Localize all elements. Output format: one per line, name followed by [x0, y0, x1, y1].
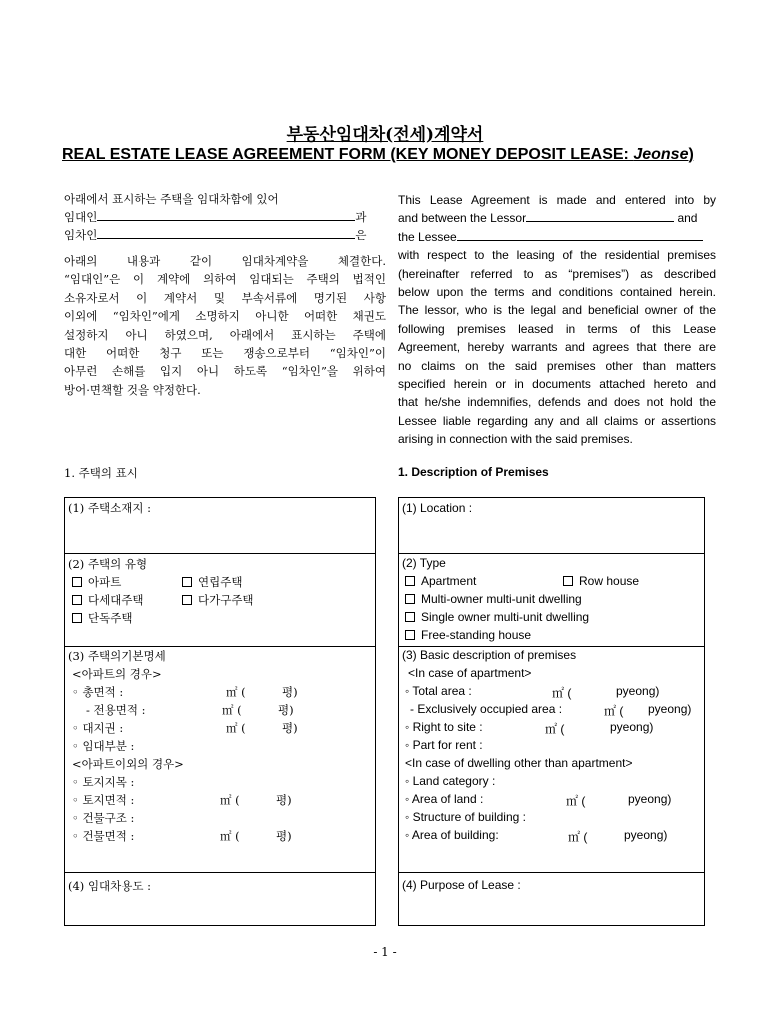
en-land-category: ◦ Land category : [405, 774, 496, 788]
en-exclusive-area-pyeong-unit: pyeong) [648, 702, 692, 716]
kr-para-line: 대한 어떠한 청구 또는 쟁송으로부터 “임차인”이 [64, 346, 386, 361]
kr-table-divider [64, 646, 376, 647]
kr-type-row-house[interactable] [182, 574, 242, 590]
korean-intro [64, 190, 386, 399]
kr-lessor-blank [97, 208, 355, 221]
en-land-area: ◦ Area of land : [405, 792, 484, 806]
en-exclusive-area-sqm-unit: ㎡ ( [604, 704, 624, 718]
checkbox[interactable] [182, 577, 192, 587]
en-type-label: Free-standing house [421, 628, 532, 642]
kr-lessor-suffix: 과 [355, 210, 367, 224]
en-lessor-line [398, 209, 716, 227]
en-type-label: Apartment [421, 574, 477, 588]
kr-total-area-pyeong-unit: 평) [282, 685, 298, 699]
checkbox[interactable] [182, 595, 192, 605]
checkbox[interactable] [405, 630, 415, 640]
en-structure: ◦ Structure of building : [405, 810, 526, 824]
en-apt-case: <In case of apartment> [408, 666, 532, 680]
en-purpose-label: (4) Purpose of Lease : [402, 878, 521, 892]
en-para-line: specified herein or in documents attached hereto and [398, 377, 716, 392]
kr-land-area: ◦ 토지면적 : [72, 793, 135, 807]
kr-land-right: ◦ 대지권 : [72, 721, 124, 735]
en-table-divider [398, 872, 705, 873]
kr-rent-part: ◦ 임대부분 : [72, 739, 135, 753]
en-type-label: Single owner multi-unit dwelling [421, 610, 590, 624]
en-total-area-sqm-unit: ㎡ ( [552, 686, 572, 700]
kr-para-line: 이외에 “임차인”에게 소명하지 아니한 어떠한 채권도 [64, 309, 386, 324]
en-type-label: Row house [579, 574, 640, 588]
kr-lessor-label: 임대인 [64, 210, 98, 224]
title-english-close: ) [688, 146, 694, 163]
kr-exclusive-area-sqm-unit: ㎡ ( [222, 703, 242, 717]
en-building-area-pyeong-unit: pyeong) [624, 828, 668, 842]
english-intro [398, 191, 716, 449]
checkbox[interactable] [72, 595, 82, 605]
section1-heading-korean: 1. 주택의 표시 [64, 466, 138, 480]
en-lessee-label: the Lessee [398, 229, 457, 244]
kr-land-right-sqm-unit: ㎡ ( [226, 721, 246, 735]
en-type-multi-owner[interactable] [405, 592, 582, 606]
kr-table-divider [64, 553, 376, 554]
en-type-heading: (2) Type [402, 556, 446, 570]
en-para-line: Lessee liable regarding any and all claims or assertions [398, 413, 716, 428]
kr-type-free-standing[interactable] [72, 610, 132, 626]
kr-lessee-label: 임차인 [64, 228, 98, 242]
checkbox[interactable] [405, 594, 415, 604]
checkbox[interactable] [405, 576, 415, 586]
en-para-line: no claims on the said premises other than matters [398, 358, 716, 373]
kr-type-label: 연립주택 [198, 575, 243, 589]
checkbox[interactable] [72, 577, 82, 587]
en-land-right-sqm-unit: ㎡ ( [545, 722, 565, 736]
kr-lessor-line [64, 208, 386, 226]
en-para-line: with respect to the leasing of the residential premises [398, 248, 716, 263]
kr-land-category: ◦ 토지지목 : [72, 775, 135, 789]
checkbox[interactable] [563, 576, 573, 586]
kr-land-area-sqm-unit: ㎡ ( [220, 793, 240, 807]
kr-exclusive-area-pyeong-unit: 평) [278, 703, 294, 717]
kr-type-multi-owner[interactable] [72, 592, 144, 608]
kr-lessee-blank [97, 226, 355, 239]
kr-intro-line1: 아래에서 표시하는 주택을 임대차함에 있어 [64, 192, 279, 206]
page-number: - 1 - [373, 945, 397, 959]
en-para-line: Agreement, hereby warrants and agrees that there are [398, 340, 716, 355]
kr-para-last-line: 방어·면책할 것을 약정한다. [64, 382, 201, 397]
en-land-area-sqm-unit: ㎡ ( [566, 794, 586, 808]
en-lessee-line [398, 228, 716, 246]
en-building-area: ◦ Area of building: [405, 828, 499, 842]
kr-lessee-suffix: 은 [355, 228, 367, 242]
en-type-free-standing[interactable] [405, 628, 531, 642]
en-location-label: (1) Location : [402, 501, 473, 515]
kr-total-area: ◦ 총면적 : [72, 685, 124, 699]
en-total-area: ◦ Total area : [405, 684, 472, 698]
kr-basic-heading: (3) 주택의기본명세 [68, 649, 166, 663]
en-para-line: following premises leased in terms of this Lease [398, 321, 716, 336]
kr-table-divider [64, 872, 376, 873]
en-other-case: <In case of dwelling other than apartment> [405, 756, 633, 770]
kr-para-line: 소유자로서 이 계약서 및 부속서류에 명기된 사항 [64, 290, 386, 305]
section1-heading-english: 1. Description of Premises [398, 465, 549, 479]
kr-land-right-pyeong-unit: 평) [282, 721, 298, 735]
en-exclusive-area: - Exclusively occupied area : [410, 702, 563, 716]
kr-building-area-sqm-unit: ㎡ ( [220, 829, 240, 843]
checkbox[interactable] [405, 612, 415, 622]
kr-other-case: <아파트이외의 경우> [72, 757, 184, 771]
en-type-single-owner[interactable] [405, 610, 589, 624]
kr-para-line: “임대인”은 이 계약에 의하여 임대되는 주택의 법적인 [64, 272, 386, 287]
en-lessor-suffix: and [677, 211, 698, 226]
en-rent-part: ◦ Part for rent : [405, 738, 483, 752]
kr-type-label: 아파트 [88, 575, 122, 589]
kr-land-area-pyeong-unit: 평) [276, 793, 292, 807]
kr-apt-case: <아파트의 경우> [72, 667, 162, 681]
en-intro-line1: This Lease Agreement is made and entered into by [398, 193, 716, 207]
checkbox[interactable] [72, 613, 82, 623]
kr-type-single-owner[interactable] [182, 592, 254, 608]
kr-building-area-pyeong-unit: 평) [276, 829, 292, 843]
kr-type-apartment[interactable] [72, 574, 121, 590]
en-type-row-house[interactable] [563, 574, 639, 588]
title-english [62, 146, 722, 164]
kr-structure: ◦ 건물구조 : [72, 811, 135, 825]
en-basic-heading: (3) Basic description of premises [402, 648, 577, 662]
en-type-apartment[interactable] [405, 574, 476, 588]
en-para-line: below upon the terms and conditions contained herein. [398, 285, 716, 300]
en-table-divider [398, 553, 705, 554]
en-lessor-label: and between the Lessor [398, 211, 527, 226]
en-building-area-sqm-unit: ㎡ ( [568, 830, 588, 844]
en-land-right-pyeong-unit: pyeong) [610, 720, 654, 734]
kr-para-line: 아래의 내용과 같이 임대차계약을 체결한다. [64, 254, 386, 268]
kr-building-area: ◦ 건물면적 : [72, 829, 135, 843]
kr-para-line: 설정하지 아니 하였으며, 아래에서 표시하는 주택에 [64, 327, 386, 342]
kr-type-heading: (2) 주택의 유형 [68, 557, 148, 571]
en-para-line: (hereinafter referred to as “premises”) as described [398, 266, 716, 281]
en-para-line: The lessor, who is the legal and beneficial owner of the [398, 303, 716, 318]
kr-type-label: 다세대주택 [88, 593, 144, 607]
kr-purpose-label: (4) 임대차용도 : [68, 879, 152, 893]
kr-type-label: 단독주택 [88, 611, 133, 625]
en-land-area-pyeong-unit: pyeong) [628, 792, 672, 806]
kr-para-line: 아무런 손해를 입지 아니 하도록 “임차인”을 위하여 [64, 364, 386, 379]
kr-location-label: (1) 주택소재지 : [68, 501, 152, 515]
en-para-line: that he/she indemnifies, defends and does not hold the [398, 395, 716, 410]
title-korean: 부동산임대차(전세)계약서 [286, 125, 484, 145]
kr-type-label: 다가구주택 [198, 593, 254, 607]
en-land-right: ◦ Right to site : [405, 720, 483, 734]
en-para-last-line: arising in connection with the said premises. [398, 432, 633, 447]
en-type-label: Multi-owner multi-unit dwelling [421, 592, 582, 606]
en-total-area-pyeong-unit: pyeong) [616, 684, 660, 698]
kr-exclusive-area: - 전용면적 : [86, 703, 146, 717]
en-table-divider [398, 646, 705, 647]
en-lessor-blank [526, 209, 674, 222]
en-lessee-blank [457, 228, 703, 241]
kr-total-area-sqm-unit: ㎡ ( [226, 685, 246, 699]
title-english-italic: Jeonse [633, 146, 689, 163]
kr-lessee-line [64, 226, 386, 244]
title-english-main: REAL ESTATE LEASE AGREEMENT FORM (KEY MONEY DEPOSIT LEASE: [62, 146, 634, 163]
